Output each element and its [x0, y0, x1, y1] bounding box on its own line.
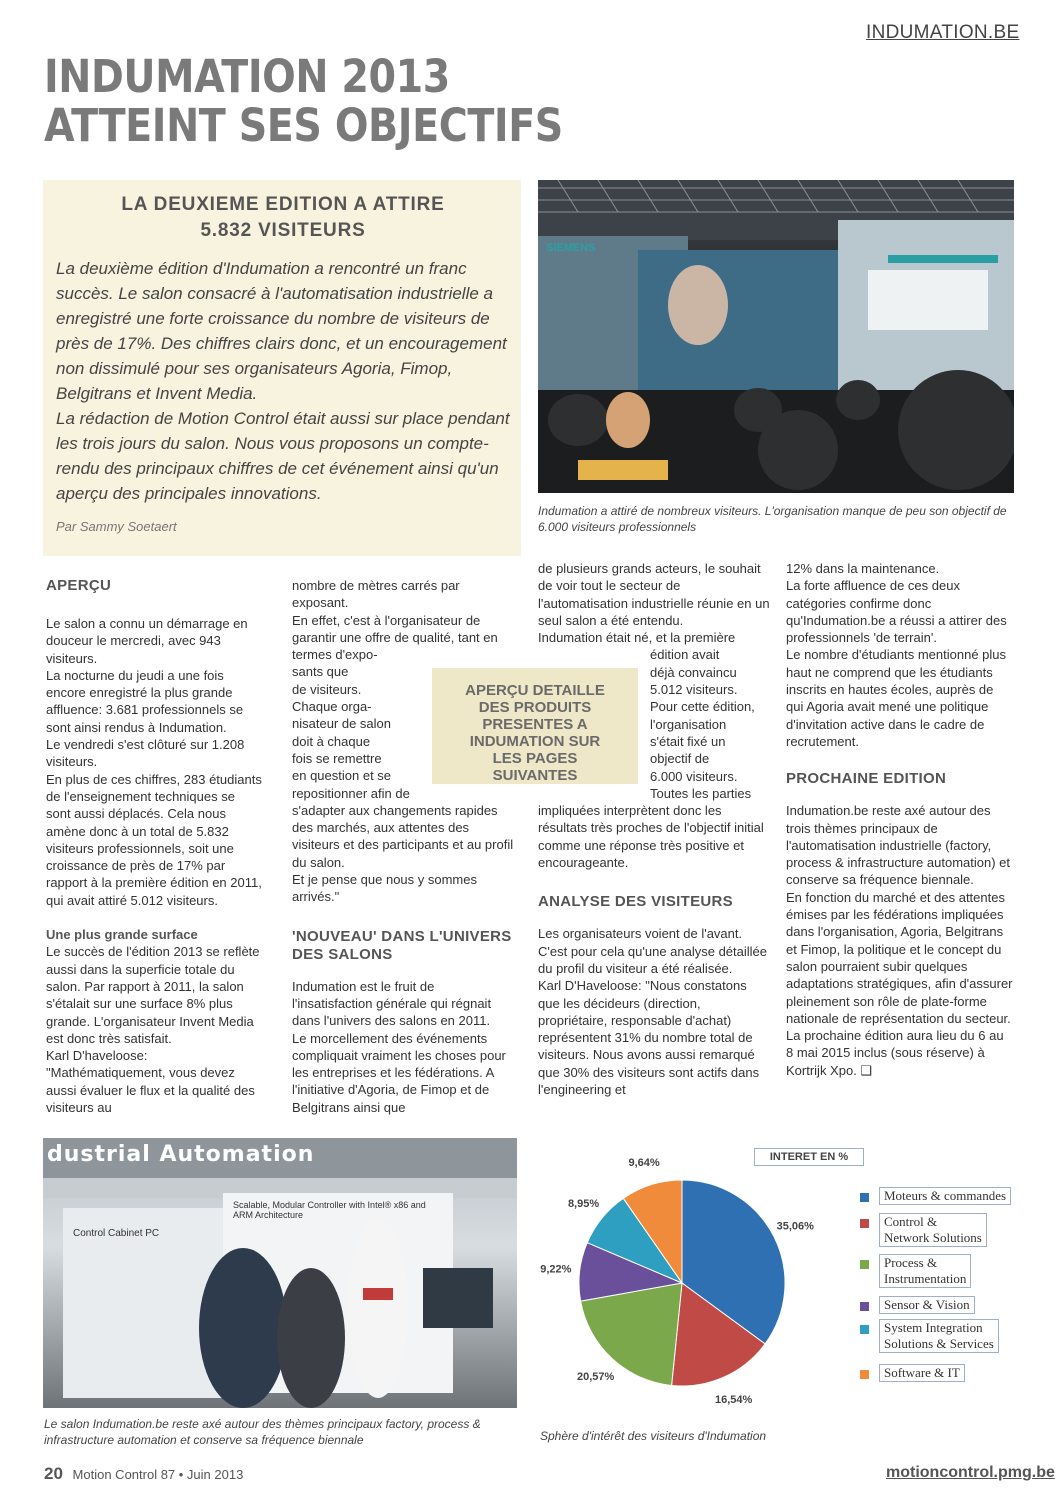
siemens-sign: SIEMENS [546, 242, 596, 254]
lead-heading-line-2: 5.832 VISITEURS [200, 220, 366, 241]
col2-paragraph: nombre de mètres carrés par exposant. [292, 578, 460, 611]
legend-label: Network Solutions [884, 1230, 982, 1245]
footer-left [44, 1464, 243, 1484]
slice-value-label: 20,57% [577, 1371, 615, 1384]
site-link[interactable]: INDUMATION.BE [866, 22, 1020, 43]
section-heading-prochaine: PROCHAINE EDITION [786, 770, 947, 788]
col2-paragraph: Indumation est le fruit de l'insatisfaction générale qui régnait dans l'univers des salons en 2011. [292, 978, 492, 1029]
col2-line: fois se remettre [292, 750, 382, 766]
col1-paragraph: Le succès de l'édition 2013 se reflète aussi dans la superficie totale du salon. Par rapport à 2011, la salon s'étalait sur une surface 8% plus grande. L'organisateur Invent Media est donc très satisfait. [46, 944, 260, 1046]
legend-swatch [860, 1193, 869, 1202]
chart-title: INTERET EN % [754, 1148, 864, 1166]
col3-line: s'était fixé un [650, 733, 726, 749]
col1-paragraph: Karl D'haveloose: "Mathématiquement, vous devez aussi évaluer le flux et la qualité des visiteurs au [46, 1048, 255, 1116]
exhibition-photo [538, 180, 1014, 493]
legend-swatch [860, 1325, 869, 1334]
col3-line: 6.000 visiteurs. [650, 768, 738, 784]
legend-swatch [860, 1260, 869, 1269]
col2-paragraph: Et je pense que nous y sommes arrivés." [292, 872, 477, 905]
booth-panel-title: Control Cabinet PC [73, 1228, 160, 1239]
legend-item [879, 1319, 999, 1353]
col2-line: de visiteurs. [292, 681, 362, 697]
chart-caption: Sphère d'intérêt des visiteurs d'Indumation [540, 1429, 767, 1443]
legend-label: Moteurs & commandes [884, 1188, 1007, 1203]
callout-text: APERÇU DETAILLE DES PRODUITS PRESENTES A INDUMATION SUR LES PAGES SUIVANTES [465, 682, 605, 784]
bottom-photo-caption: Le salon Indumation.be reste axé autour des thèmes principaux factory, process & infrastructure automation et conserve sa fréquence biennale [44, 1417, 481, 1447]
legend-item [879, 1364, 965, 1382]
col3-line: objectif de [650, 751, 710, 767]
col2-line: en question et se [292, 768, 392, 784]
col3-line: l'organisation [650, 716, 727, 732]
page-title [44, 52, 660, 150]
legend-label: Process & [884, 1255, 938, 1270]
byline: Par Sammy Soetaert [56, 519, 177, 534]
lead-text [56, 256, 516, 506]
col2-paragraph: s'adapter aux changements rapides des marchés, aux attentes des visiteurs et des participants et au profil du salon. [292, 802, 514, 870]
booth-banner: dustrial Automation [47, 1142, 315, 1167]
booth-panel-sub: Scalable, Modular Controller with Intel® x86 and ARM Architecture [233, 1200, 426, 1220]
col4-paragraph: La prochaine édition aura lieu du 6 au 8 mai 2015 inclus (sous réserve) à Kortrijk Xpo. ❑ [786, 1028, 1004, 1078]
column-3 [538, 560, 770, 1098]
col1-paragraph: Le vendredi s'est clôturé sur 1.208 visiteurs. [46, 737, 245, 770]
col2-line: repositionner afin de [292, 785, 410, 801]
title-line-1: INDUMATION 2013 [44, 50, 450, 103]
col2-paragraph: Le morcellement des événements compliquait vraiment les choses pour les entreprises et les fédérations. A l'initiative d'Agoria, de Fimop et de Belgitrans ainsi que [292, 1030, 506, 1115]
col3-paragraph: de plusieurs grands acteurs, le souhait de voir tout le secteur de l'automatisation industrielle réunie en un seul salon a été entendu. [538, 561, 770, 628]
slice-value-label: 8,95% [567, 1197, 600, 1210]
slice-value-label: 35,06% [776, 1220, 814, 1233]
legend-swatch [860, 1219, 869, 1228]
col3-paragraph: Indumation était né, et la première [538, 630, 736, 646]
column-2 [292, 577, 516, 1116]
legend-label: Instrumentation [884, 1271, 967, 1286]
legend-label: Sensor & Vision [884, 1297, 970, 1312]
lead-paragraph-1: La deuxième édition d'Indumation a rencontré un franc succès. Le salon consacré à l'automatisation industrielle a enregistré une forte croissance du nombre de visiteurs de près de 17%. Des chiffres clairs donc, et un encouragement non dissimulé pour ses organisateurs Agoria, Fimop, Belgitrans et Invent Media. [56, 259, 507, 403]
col3-line: Pour cette édition, [650, 699, 755, 715]
lead-paragraph-2: La rédaction de Motion Control était aussi sur place pendant les trois jours du salon. Nous vous proposons un compte-rendu des principaux chiffres de cet événement ainsi qu'un aperçu des principales innovations. [56, 409, 510, 503]
lead-heading-line-1: LA DEUXIEME EDITION A ATTIRE [121, 194, 445, 215]
col4-paragraph: La forte affluence de ces deux catégories confirme donc qu'Indumation.be a réussi a attirer des professionnels 'de terrain'. [786, 578, 1007, 646]
legend-item [879, 1213, 987, 1247]
title-line-2: ATTEINT SES OBJECTIFS [44, 99, 563, 152]
col4-paragraph: Le nombre d'étudiants mentionné plus haut ne comprend que les étudiants inscrits en hautes écoles, auprès de qui Agoria avait mené une politique d'invitation active dans le cadre de recrutement. [786, 647, 1007, 749]
legend-label: Software & IT [884, 1365, 960, 1380]
footer-site-link[interactable]: motioncontrol.pmg.be [886, 1464, 1055, 1481]
col4-paragraph: 12% dans la maintenance. [786, 561, 940, 576]
lead-box [43, 180, 521, 556]
col3-line: édition avait [650, 647, 720, 663]
legend-swatch [860, 1302, 869, 1311]
section-heading-analyse: ANALYSE DES VISITEURS [538, 893, 733, 911]
top-photo-caption: Indumation a attiré de nombreux visiteurs. L'organisation manque de peu son objectif de 6.000 visiteurs professionnels [538, 504, 1007, 534]
col1-paragraph: La nocturne du jeudi a une fois encore enregistré la plus grande affluence: 3.681 professionnels se sont ainsi rendus à Indumation. [46, 667, 244, 735]
col3-line: Toutes les parties [650, 785, 752, 801]
lead-heading [73, 192, 493, 244]
legend-label: Solutions & Services [884, 1336, 994, 1351]
col3-indented-block [538, 646, 770, 802]
column-4 [786, 560, 1014, 1079]
col3-paragraph: impliquées interprètent donc les résultats très proches de l'objectif initial comme une réponse très positive et encourageante. [538, 803, 764, 871]
legend-item [879, 1254, 971, 1288]
slice-value-label: 9,22% [540, 1263, 572, 1276]
col3-paragraph: Karl D'Haveloose: "Nous constatons que les décideurs (direction, propriétaire, responsable d'achat) représentent 31% du nombre total de visiteurs. Nous avons aussi remarqué que 30% des visiteurs sont actifs dans l'engineering et [538, 978, 760, 1098]
magazine-issue: Motion Control 87 • Juin 2013 [72, 1467, 244, 1482]
col4-paragraph: Indumation.be reste axé autour des trois thèmes principaux de l'automatisation industrielle (factory, process & infrastructure automation) et conserve sa fréquence biennale. [786, 803, 1010, 888]
col2-paragraph: En effet, c'est à l'organisateur de garantir une offre de qualité, tant en termes d'expo- [292, 612, 498, 663]
col3-line: 5.012 visiteurs. [650, 682, 738, 698]
booth-photo [43, 1138, 517, 1408]
col1-paragraph: En plus de ces chiffres, 283 étudiants de l'enseignement techniques se sont aussi déplacés. Cela nous amène donc à un total de 5.832 visiteurs professionnels, soit une croissance de près de 17% par rapport à la première édition en 2011, qui avait attiré 5.012 visiteurs. [46, 771, 262, 908]
col2-line: sants que [292, 664, 349, 680]
col2-line: nisateur de salon [292, 716, 392, 732]
subheading-surface: Une plus grande surface [46, 927, 198, 943]
col4-paragraph: En fonction du marché et des attentes émises par les fédérations impliquées dans l'organisation, Agoria, Belgitrans et Fimop, la politique et le concept du salon pourraient subir quelques adaptations stratégiques, afin d'assurer pleinement son rôle de plate-forme nationale de représentation du secteur. [786, 889, 1013, 1026]
col2-line: Chaque orga- [292, 699, 372, 715]
section-heading-apercu: APERÇU [46, 577, 112, 594]
column-1 [46, 577, 262, 1116]
page-number: 20 [44, 1464, 63, 1483]
legend-item [879, 1187, 1011, 1205]
slice-value-label: 16,54% [714, 1394, 753, 1407]
legend-swatch [860, 1370, 869, 1379]
col3-line: déjà convaincu [650, 664, 737, 680]
legend-label: System Integration [884, 1320, 983, 1335]
col3-paragraph: Les organisateurs voient de l'avant. C'est pour cela qu'une analyse détaillée du profil du visiteur a été réalisée. [538, 926, 768, 976]
col2-line: doit à chaque [292, 733, 371, 749]
booth-illustration [43, 1138, 517, 1408]
crowd-illustration [538, 180, 1014, 493]
legend-item [879, 1296, 975, 1314]
section-heading-nouveau: 'NOUVEAU' DANS L'UNIVERS DES SALONS [292, 927, 512, 963]
col1-paragraph: Le salon a connu un démarrage en douceur le mercredi, avec 943 visiteurs. [46, 616, 248, 666]
legend-label: Control & [884, 1214, 938, 1229]
slice-value-label: 9,64% [628, 1156, 660, 1169]
